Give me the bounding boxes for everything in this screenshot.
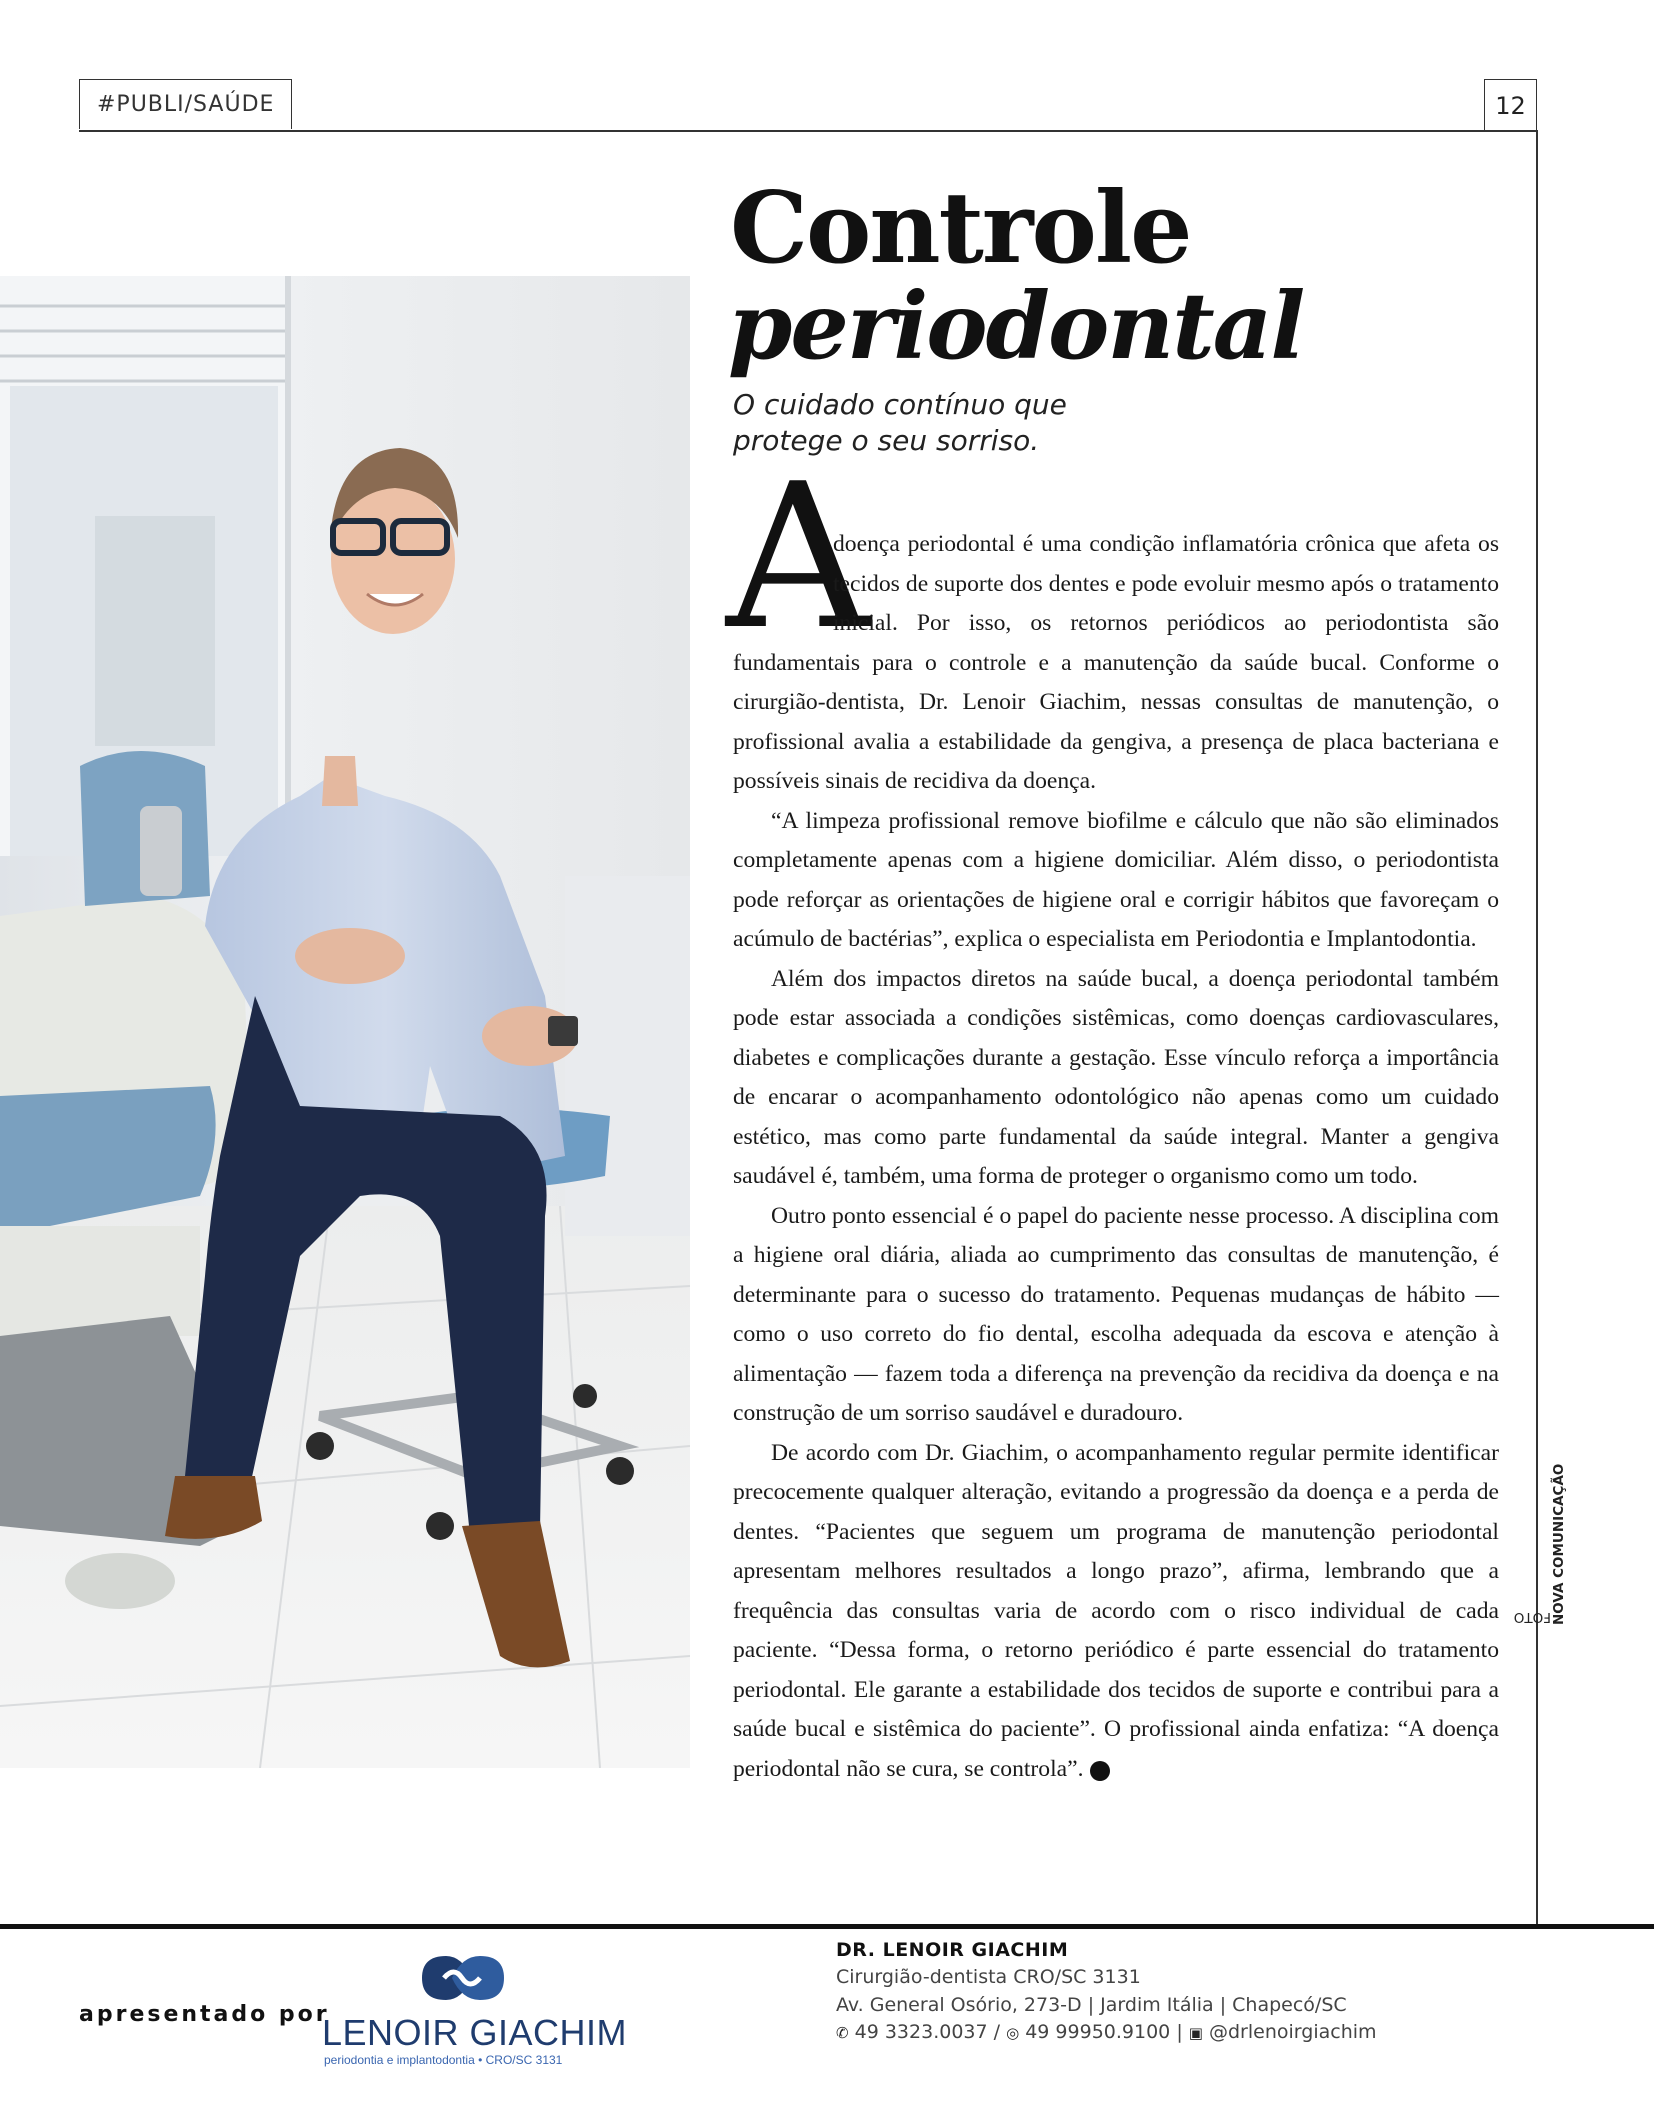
whatsapp-icon: ◎: [1006, 2024, 1020, 2042]
paragraph-2: “A limpeza profissional remove biofilme e cálculo que não são eliminados completamente apenas com a higiene domiciliar. Além disso, o periodontista pode reforçar as orientações de higiene oral e corrigir hábitos que favoreçam o acúmulo de bactérias”, explica o especialista em Periodontia e Implantodontia.: [733, 807, 1499, 952]
whatsapp-number[interactable]: 49 99950.9100: [1025, 2021, 1171, 2043]
contact-channels: ✆ 49 3323.0037 / ◎ 49 99950.9100 | ▣ @drlenoirgiachim: [836, 2021, 1377, 2043]
photo-credit-label: FOTO: [1513, 1609, 1551, 1625]
article-subtitle: O cuidado contínuo que protege o seu sorriso.: [733, 388, 1067, 457]
contact-address: Av. General Osório, 273-D | Jardim Itália | Chapecó/SC: [836, 1993, 1347, 2016]
paragraph-5-text: De acordo com Dr. Giachim, o acompanhamento regular permite identificar precocemente qualquer alteração, evitando a progressão da doença e a perda de dentes. “Pacientes que seguem um programa de manutenção periodontal apresentam melhores resultados a longo prazo”, afirma, lembrando que a frequência das consultas varia de acordo com o risco individual de cada paciente. “Dessa forma, o retorno periódico é parte essencial do tratamento periodontal. Ele garante a estabilidade dos tecidos de suporte e contribui para a saúde bucal e sistêmica do paciente”. O profissional ainda enfatiza: “A doença periodontal não se cura, se controla”.: [733, 1439, 1499, 1782]
lightning-end-mark-icon: ⚡: [1090, 1761, 1110, 1781]
contact-block: [836, 1936, 1377, 2048]
dentist-photo: [0, 276, 690, 1768]
section-tag: #PUBLI/SAÚDE: [79, 79, 292, 129]
right-border-rule: [1536, 130, 1538, 1925]
paragraph-1: doença periodontal é uma condição inflamatória crônica que afeta os tecidos de suporte dos dentes e pode evoluir mesmo após o tratamento inicial. Por isso, os retornos periódicos ao periodontista são fundamentais para o controle e a manutenção da saúde bucal. Conforme o cirurgião-dentista, Dr. Lenoir Giachim, nessas consultas de manutenção, o profissional avalia a estabilidade da gengiva, a presença de placa bacteriana e possíveis sinais de recidiva da doença.: [733, 531, 1499, 794]
page-number: 12: [1484, 79, 1537, 131]
phone-icon: ✆: [836, 2024, 849, 2042]
article-body: [733, 525, 1499, 1789]
lenoir-giachim-logo: [322, 1950, 628, 2067]
instagram-handle[interactable]: @drlenoirgiachim: [1209, 2021, 1377, 2043]
footer-rule: [0, 1924, 1654, 1929]
paragraph-4: Outro ponto essencial é o papel do paciente nesse processo. A disciplina com a higiene oral diária, aliada ao cumprimento das consultas de manutenção, é determinante para o sucesso do tratamento. Pequenas mudanças de hábito — como o uso correto do fio dental, escolha adequada da escova e atenção à alimentação — fazem toda a diferença na prevenção da recidiva da doença e na construção de um sorriso saudável e duradouro.: [733, 1202, 1499, 1426]
presented-by-label: apresentado por: [79, 2002, 330, 2027]
logo-name: LENOIR GIACHIM: [322, 2012, 628, 2053]
article-title-line2: periodontal: [728, 272, 1304, 380]
logo-mark-icon: [414, 1950, 510, 2006]
header-rule: [79, 130, 1537, 132]
paragraph-3: Além dos impactos diretos na saúde bucal, a doença periodontal também pode estar associada a condições sistêmicas, como doenças cardiovasculares, diabetes e complicações durante a gestação. Esse vínculo reforça a importância de encarar o acompanhamento odontológico não apenas como um cuidado estético, mas como parte fundamental da saúde integral. Manter a gengiva saudável é, também, uma forma de proteger o organismo como um todo.: [733, 965, 1499, 1189]
phone-number[interactable]: 49 3323.0037: [854, 2021, 988, 2043]
photo-credit-name: NOVA COMUNICAÇÃO: [1551, 1463, 1567, 1625]
logo-tagline: periodontia e implantodontia • CRO/SC 3131: [324, 2053, 563, 2067]
drop-cap: A: [726, 441, 871, 674]
instagram-icon: ▣: [1188, 2024, 1203, 2042]
contact-role: Cirurgião-dentista CRO/SC 3131: [836, 1966, 1141, 1988]
paragraph-5: [733, 1434, 1499, 1790]
article-title-line1: Controle: [730, 171, 1191, 286]
contact-name: DR. LENOIR GIACHIM: [836, 1939, 1069, 1961]
